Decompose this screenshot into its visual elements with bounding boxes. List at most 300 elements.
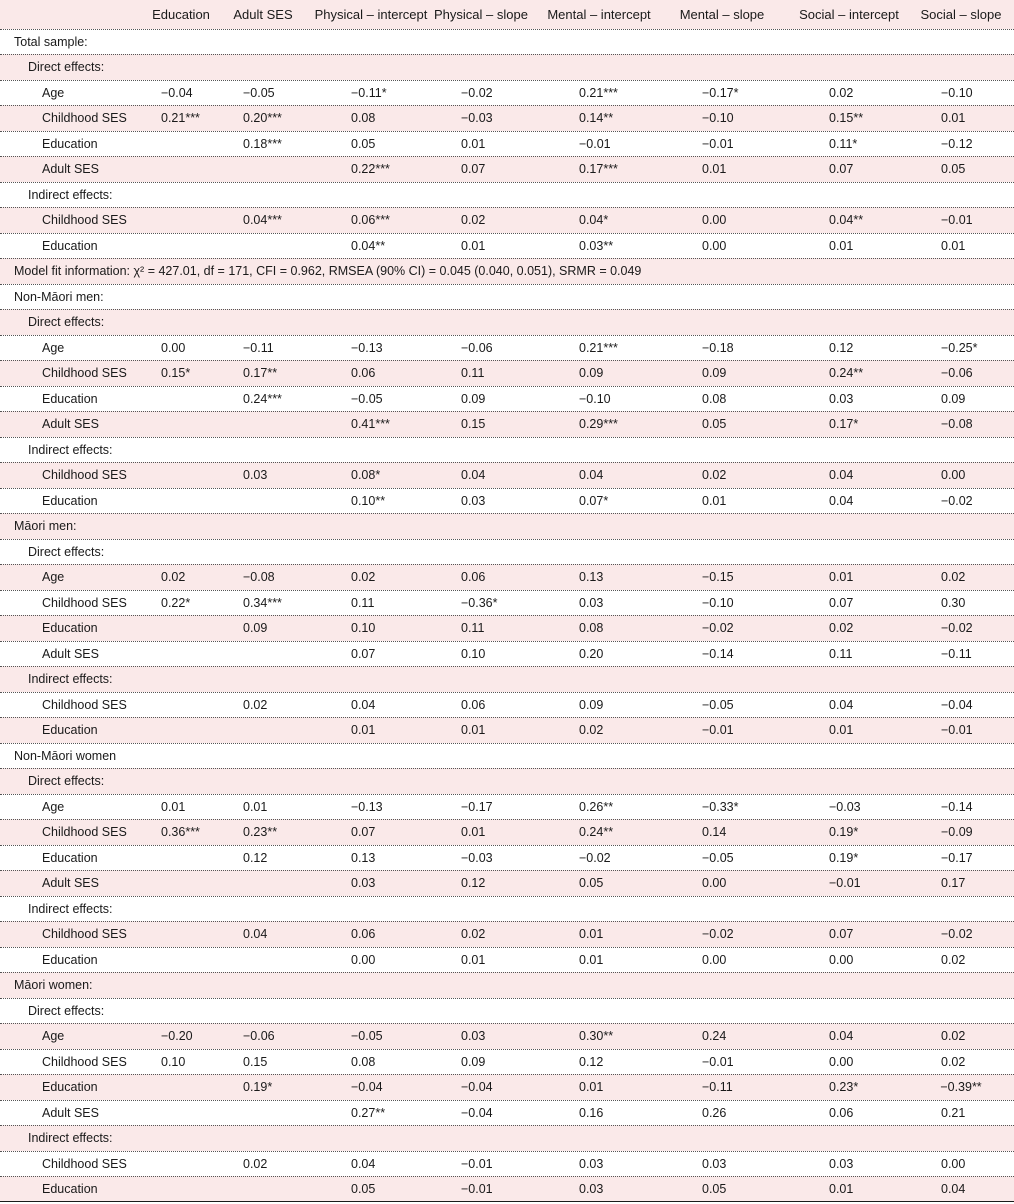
- table-cell: [138, 463, 224, 488]
- table-cell: [427, 234, 535, 259]
- cell-value: 0.04***: [243, 213, 282, 228]
- cell-value: −0.10: [702, 595, 734, 610]
- table-row: [0, 590, 1014, 616]
- cell-value: −0.06: [941, 366, 973, 381]
- table-cell: [427, 1024, 535, 1049]
- table-cell: [911, 1101, 1011, 1126]
- column-header: Mental – intercept: [547, 6, 651, 22]
- cell-value: 0.01: [161, 799, 186, 814]
- table-cell: [303, 922, 439, 947]
- cell-value: 0.02: [461, 213, 486, 228]
- row-label: Education: [42, 723, 98, 738]
- table-cell: [303, 412, 439, 437]
- table-cell: [138, 616, 224, 641]
- table-row: [0, 870, 1014, 896]
- cell-value: 0.02: [243, 697, 268, 712]
- table-cell: [539, 846, 659, 871]
- table-cell: [228, 489, 298, 514]
- section-label: Direct effects:: [28, 774, 105, 789]
- section-label: Direct effects:: [28, 1003, 105, 1018]
- table-cell: [228, 1024, 298, 1049]
- cell-value: 0.09: [702, 366, 727, 381]
- cell-value: −0.01: [702, 136, 734, 151]
- cell-value: 0.12: [579, 1054, 604, 1069]
- cell-value: 0.07: [351, 646, 376, 661]
- table-row: [0, 641, 1014, 667]
- table-row: [0, 386, 1014, 412]
- table-cell: [303, 1177, 439, 1201]
- cell-value: 0.01: [461, 952, 486, 967]
- table-cell: [228, 106, 298, 131]
- table-cell: [303, 157, 439, 182]
- table-cell: [911, 693, 1011, 718]
- table-cell: [303, 1024, 439, 1049]
- cell-value: −0.01: [702, 723, 734, 738]
- cell-value: 0.08: [702, 391, 727, 406]
- table-cell: [785, 106, 913, 131]
- cell-value: −0.01: [829, 876, 861, 891]
- cell-value: 0.22*: [161, 595, 191, 610]
- group-label: Māori men:: [14, 519, 77, 534]
- cell-value: 0.01: [351, 723, 376, 738]
- table-cell: [228, 412, 298, 437]
- cell-value: 0.03**: [579, 238, 614, 253]
- table-cell: [427, 1152, 535, 1177]
- table-cell: [539, 1075, 659, 1100]
- cell-value: 0.04: [829, 493, 854, 508]
- cell-value: 0.01: [461, 723, 486, 738]
- cell-value: −0.25*: [941, 340, 978, 355]
- section-label: Indirect effects:: [28, 187, 113, 202]
- cell-value: 0.02: [941, 1029, 966, 1044]
- cell-value: 0.20***: [243, 111, 282, 126]
- table-row: [0, 513, 1014, 539]
- table-cell: [427, 948, 535, 973]
- cell-value: 0.03: [243, 468, 268, 483]
- table-cell: [228, 234, 298, 259]
- table-cell: [539, 1177, 659, 1201]
- cell-value: −0.14: [702, 646, 734, 661]
- table-row: [0, 462, 1014, 488]
- table-cell: [539, 718, 659, 743]
- table-cell: [911, 234, 1011, 259]
- table-cell: [228, 846, 298, 871]
- table-cell: [427, 336, 535, 361]
- cell-value: −0.10: [941, 85, 973, 100]
- cell-value: 0.04: [243, 927, 268, 942]
- table-cell: [303, 616, 439, 641]
- table-row: [0, 437, 1014, 463]
- table-cell: [785, 1050, 913, 1075]
- cell-value: 0.05: [702, 1181, 727, 1196]
- cell-value: −0.12: [941, 136, 973, 151]
- table-cell: [911, 795, 1011, 820]
- table-cell: [667, 565, 777, 590]
- table-cell: [427, 106, 535, 131]
- table-cell: [228, 948, 298, 973]
- cell-value: −0.11*: [351, 85, 387, 100]
- table-cell: [785, 846, 913, 871]
- cell-value: 0.19*: [829, 825, 859, 840]
- table-cell: [228, 591, 298, 616]
- table-row: [0, 1176, 1014, 1202]
- table-cell: [539, 387, 659, 412]
- table-cell: [303, 81, 439, 106]
- cell-value: 0.11: [461, 621, 485, 636]
- cell-value: −0.04: [941, 697, 973, 712]
- cell-value: 0.01: [702, 162, 727, 177]
- table-cell: [785, 642, 913, 667]
- row-label: Age: [42, 799, 65, 814]
- table-cell: [539, 820, 659, 845]
- table-cell: [667, 1075, 777, 1100]
- cell-value: 0.23**: [243, 825, 278, 840]
- table-cell: [539, 1024, 659, 1049]
- cell-value: 0.11: [351, 595, 375, 610]
- cell-value: 0.30**: [579, 1029, 614, 1044]
- cell-value: 0.02: [702, 468, 727, 483]
- cell-value: 0.01: [579, 927, 604, 942]
- cell-value: −0.33*: [702, 799, 739, 814]
- table-cell: [785, 871, 913, 896]
- table-cell: [138, 336, 224, 361]
- cell-value: 0.06: [829, 1105, 854, 1120]
- table-cell: [138, 948, 224, 973]
- cell-value: 0.01: [461, 238, 486, 253]
- table-cell: [911, 1050, 1011, 1075]
- table-cell: [303, 820, 439, 845]
- cell-value: 0.10**: [351, 493, 386, 508]
- cell-value: −0.17: [461, 799, 493, 814]
- table-cell: [911, 1152, 1011, 1177]
- cell-value: −0.17*: [702, 85, 739, 100]
- cell-value: 0.21***: [579, 340, 618, 355]
- table-row: [0, 998, 1014, 1024]
- cell-value: 0.01: [243, 799, 268, 814]
- table-cell: [667, 693, 777, 718]
- table-cell: [667, 463, 777, 488]
- table-cell: [228, 795, 298, 820]
- table-cell: [138, 1152, 224, 1177]
- table-row: [0, 1125, 1014, 1151]
- cell-value: 0.03: [461, 1029, 486, 1044]
- column-header: Mental – slope: [679, 6, 765, 22]
- table-row: [0, 207, 1014, 233]
- table-row: [0, 794, 1014, 820]
- table-cell: [911, 387, 1011, 412]
- cell-value: −0.04: [351, 1080, 383, 1095]
- cell-value: 0.01: [702, 493, 727, 508]
- cell-value: 0.00: [351, 952, 376, 967]
- section-label: Indirect effects:: [28, 1131, 113, 1146]
- column-header: Physical – slope: [434, 6, 528, 22]
- table-cell: [138, 871, 224, 896]
- table-cell: [427, 81, 535, 106]
- row-label: Education: [42, 238, 98, 253]
- table-cell: [228, 922, 298, 947]
- cell-value: −0.06: [243, 1029, 275, 1044]
- cell-value: −0.02: [702, 927, 734, 942]
- table-cell: [138, 1075, 224, 1100]
- table-cell: [539, 463, 659, 488]
- cell-value: −0.02: [579, 850, 611, 865]
- table-cell: [427, 1177, 535, 1201]
- table-cell: [138, 157, 224, 182]
- row-label: Age: [42, 85, 65, 100]
- table-cell: [228, 132, 298, 157]
- table-cell: [785, 1075, 913, 1100]
- table-row: [0, 1023, 1014, 1049]
- cell-value: 0.09: [461, 1054, 486, 1069]
- table-cell: [228, 718, 298, 743]
- cell-value: −0.18: [702, 340, 734, 355]
- cell-value: 0.05: [351, 136, 376, 151]
- table-cell: [539, 361, 659, 386]
- cell-value: 0.02: [243, 1156, 268, 1171]
- cell-value: 0.08: [579, 621, 604, 636]
- table-cell: [667, 489, 777, 514]
- cell-value: 0.02: [941, 952, 966, 967]
- group-label: Total sample:: [14, 34, 88, 49]
- table-row: [0, 768, 1014, 794]
- cell-value: 0.15: [243, 1054, 268, 1069]
- row-label: Education: [42, 1080, 98, 1095]
- cell-value: 0.13: [579, 570, 604, 585]
- section-label: Indirect effects:: [28, 901, 113, 916]
- table-cell: [427, 565, 535, 590]
- cell-value: 0.01: [829, 570, 854, 585]
- table-cell: [138, 1050, 224, 1075]
- table-cell: [427, 412, 535, 437]
- cell-value: 0.14: [702, 825, 727, 840]
- table-cell: [138, 132, 224, 157]
- table-cell: [911, 820, 1011, 845]
- cell-value: 0.04: [351, 1156, 376, 1171]
- table-cell: [138, 922, 224, 947]
- cell-value: −0.02: [941, 621, 973, 636]
- cell-value: 0.01: [829, 723, 854, 738]
- row-label: Adult SES: [42, 1105, 99, 1120]
- table-cell: [228, 463, 298, 488]
- row-label: Childhood SES: [42, 366, 127, 381]
- table-cell: [667, 132, 777, 157]
- cell-value: 0.00: [941, 468, 966, 483]
- table-cell: [785, 336, 913, 361]
- table-cell: [911, 922, 1011, 947]
- table-cell: [785, 795, 913, 820]
- table-cell: [785, 616, 913, 641]
- table-cell: [785, 693, 913, 718]
- row-label: Childhood SES: [42, 927, 127, 942]
- cell-value: 0.06: [461, 570, 486, 585]
- cell-value: 0.26**: [579, 799, 614, 814]
- cell-value: 0.03: [351, 876, 376, 891]
- table-cell: [303, 336, 439, 361]
- cell-value: −0.02: [941, 927, 973, 942]
- cell-value: 0.04: [579, 468, 604, 483]
- cell-value: 0.19*: [243, 1080, 273, 1095]
- cell-value: −0.01: [941, 213, 973, 228]
- table-cell: [427, 489, 535, 514]
- table-cell: [228, 387, 298, 412]
- cell-value: 0.07: [829, 595, 854, 610]
- cell-value: 0.18***: [243, 136, 282, 151]
- table-row: [0, 80, 1014, 106]
- table-cell: [427, 1101, 535, 1126]
- table-cell: [785, 922, 913, 947]
- cell-value: 0.01: [941, 111, 966, 126]
- cell-value: 0.02: [941, 1054, 966, 1069]
- cell-value: 0.17**: [243, 366, 278, 381]
- table-cell: [427, 795, 535, 820]
- cell-value: 0.03: [579, 1156, 604, 1171]
- table-cell: [667, 871, 777, 896]
- cell-value: 0.11*: [829, 136, 858, 151]
- cell-value: 0.00: [702, 238, 727, 253]
- row-label: Education: [42, 1181, 98, 1196]
- table-cell: [911, 132, 1011, 157]
- table-row: [0, 717, 1014, 743]
- cell-value: 0.00: [941, 1156, 966, 1171]
- table-cell: [303, 565, 439, 590]
- cell-value: 0.27**: [351, 1105, 386, 1120]
- table-cell: [228, 693, 298, 718]
- cell-value: 0.21: [941, 1105, 966, 1120]
- cell-value: −0.39**: [940, 1080, 982, 1095]
- table-cell: [667, 846, 777, 871]
- table-cell: [138, 489, 224, 514]
- table-cell: [539, 336, 659, 361]
- row-label: Adult SES: [42, 646, 99, 661]
- table-cell: [228, 616, 298, 641]
- table-row: [0, 411, 1014, 437]
- table-cell: [303, 642, 439, 667]
- cell-value: −0.09: [941, 825, 973, 840]
- cell-value: 0.41***: [351, 417, 390, 432]
- table-cell: [785, 718, 913, 743]
- table-cell: [539, 795, 659, 820]
- cell-value: 0.02: [941, 570, 966, 585]
- row-label: Adult SES: [42, 876, 99, 891]
- table-cell: [911, 1024, 1011, 1049]
- row-label: Education: [42, 391, 98, 406]
- cell-value: −0.10: [702, 111, 734, 126]
- cell-value: 0.07*: [579, 493, 609, 508]
- cell-value: −0.11: [702, 1080, 733, 1095]
- row-label: Childhood SES: [42, 111, 127, 126]
- table-cell: [785, 1152, 913, 1177]
- table-cell: [228, 820, 298, 845]
- table-row: [0, 258, 1014, 284]
- table-cell: [539, 693, 659, 718]
- table-cell: [228, 361, 298, 386]
- table-cell: [911, 718, 1011, 743]
- table-cell: [911, 157, 1011, 182]
- table-cell: [911, 361, 1011, 386]
- cell-value: 0.12: [243, 850, 268, 865]
- table-cell: [539, 1152, 659, 1177]
- cell-value: −0.11: [941, 646, 972, 661]
- row-label: Education: [42, 850, 98, 865]
- cell-value: −0.05: [351, 1029, 383, 1044]
- cell-value: 0.06: [351, 927, 376, 942]
- table-cell: [303, 106, 439, 131]
- cell-value: 0.04**: [829, 213, 864, 228]
- row-label: Age: [42, 340, 65, 355]
- table-cell: [667, 820, 777, 845]
- table-cell: [911, 1177, 1011, 1201]
- table-cell: [303, 591, 439, 616]
- table-cell: [911, 208, 1011, 233]
- cell-value: −0.08: [941, 417, 973, 432]
- table-cell: [427, 642, 535, 667]
- row-label: Adult SES: [42, 162, 99, 177]
- cell-value: 0.24**: [579, 825, 614, 840]
- table-row: [0, 539, 1014, 565]
- table-cell: [138, 591, 224, 616]
- cell-value: −0.03: [461, 850, 493, 865]
- row-label: Childhood SES: [42, 468, 127, 483]
- table-cell: [911, 412, 1011, 437]
- column-header: Adult SES: [233, 6, 293, 22]
- table-row: [0, 845, 1014, 871]
- cell-value: 0.17: [941, 876, 966, 891]
- table-cell: [427, 1050, 535, 1075]
- table-cell: [667, 1152, 777, 1177]
- table-cell: [911, 846, 1011, 871]
- table-cell: [785, 361, 913, 386]
- table-cell: [785, 1024, 913, 1049]
- column-header: Physical – intercept: [314, 6, 428, 22]
- table-row: [0, 131, 1014, 157]
- cell-value: −0.01: [461, 1181, 493, 1196]
- table-cell: [427, 361, 535, 386]
- table-cell: [539, 565, 659, 590]
- cell-value: 0.03: [829, 1156, 854, 1171]
- cell-value: 0.17***: [579, 162, 618, 177]
- cell-value: −0.13: [351, 340, 383, 355]
- cell-value: −0.14: [941, 799, 973, 814]
- row-label: Education: [42, 136, 98, 151]
- table-row: [0, 182, 1014, 208]
- table-cell: [785, 208, 913, 233]
- section-label: Direct effects:: [28, 315, 105, 330]
- cell-value: −0.20: [161, 1029, 193, 1044]
- cell-value: −0.13: [351, 799, 383, 814]
- cell-value: 0.36***: [161, 825, 200, 840]
- table-cell: [911, 948, 1011, 973]
- table-cell: [303, 846, 439, 871]
- table-cell: [303, 1152, 439, 1177]
- cell-value: −0.05: [351, 391, 383, 406]
- table-row: [0, 972, 1014, 998]
- group-label: Non-Māori women: [14, 748, 117, 763]
- cell-value: 0.17*: [829, 417, 859, 432]
- table-cell: [228, 1152, 298, 1177]
- table-cell: [785, 489, 913, 514]
- cell-value: 0.02: [829, 621, 854, 636]
- cell-value: 0.01: [941, 238, 966, 253]
- table-cell: [138, 565, 224, 590]
- cell-value: 0.29***: [579, 417, 618, 432]
- cell-value: 0.03: [579, 595, 604, 610]
- cell-value: −0.05: [702, 850, 734, 865]
- cell-value: 0.11: [829, 646, 853, 661]
- table-cell: [911, 642, 1011, 667]
- table-cell: [785, 81, 913, 106]
- table-cell: [427, 387, 535, 412]
- table-row: [0, 284, 1014, 310]
